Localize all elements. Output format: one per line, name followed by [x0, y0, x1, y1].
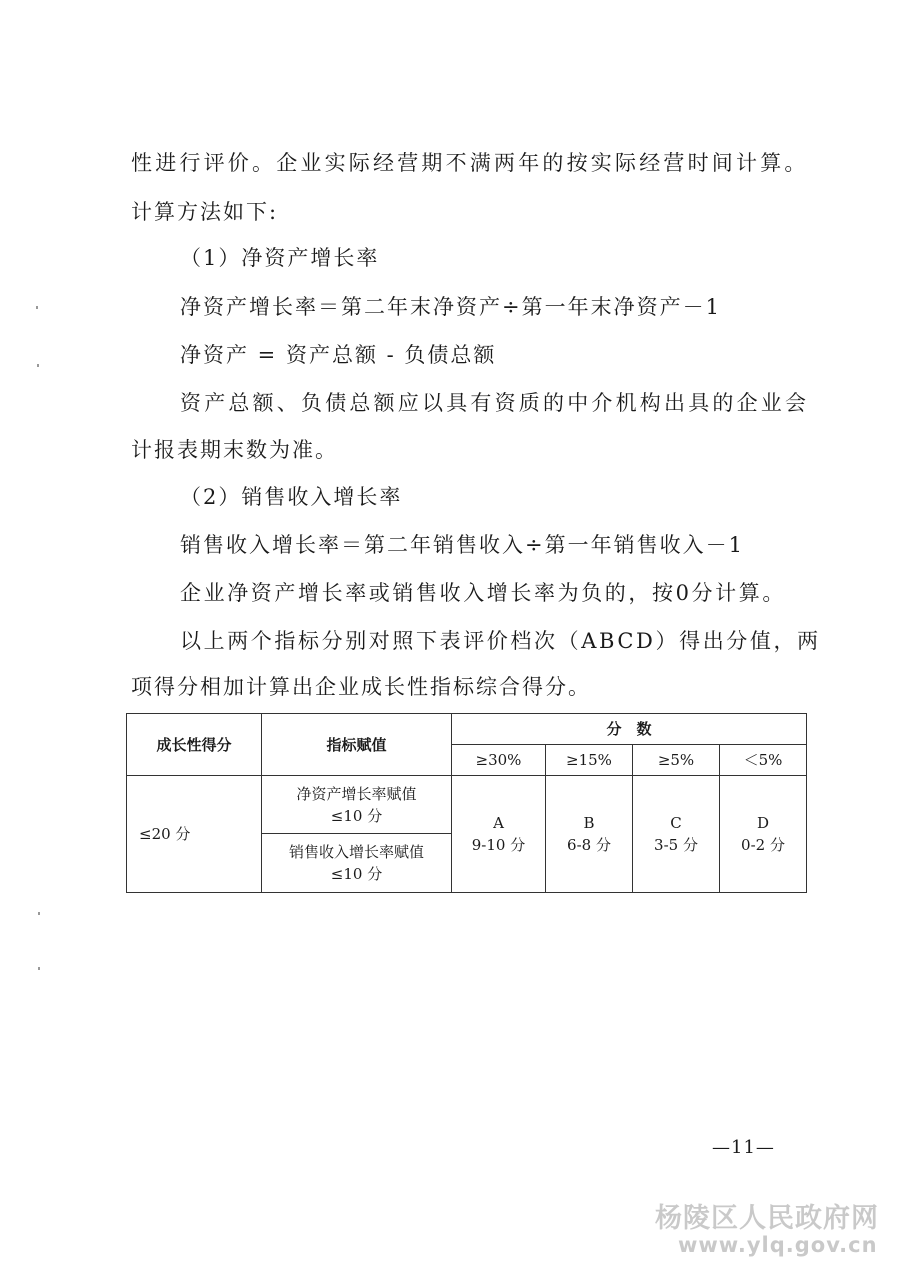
- grade-letter: D: [756, 814, 770, 832]
- grade-letter: B: [583, 814, 595, 832]
- indicator-limit: ≤10 分: [330, 806, 383, 825]
- body-line-7: 计报表期末数为准。: [131, 438, 338, 462]
- formula-net-assets: 净资产 = 资产总额 - 负债总额: [180, 343, 497, 367]
- grade-c-cell: [633, 776, 720, 893]
- indicator-limit: ≤10 分: [330, 865, 383, 883]
- indicator-name: 销售收入增长率赋值: [288, 843, 424, 861]
- threshold-c: ≥5%: [633, 745, 720, 776]
- scan-speck: [37, 364, 39, 367]
- table-row: [127, 776, 807, 834]
- formula-sales-growth: 销售收入增长率＝第二年销售收入÷第一年销售收入－1: [180, 533, 744, 557]
- scan-speck: [38, 967, 40, 970]
- grade-d-cell: [720, 776, 807, 893]
- watermark-url: www.ylq.gov.cn: [678, 1233, 878, 1257]
- header-score: 分 数: [452, 714, 807, 745]
- table-header-row: [127, 714, 807, 745]
- growth-score-table: [126, 713, 807, 893]
- section-heading-net-assets: （1）净资产增长率: [180, 246, 380, 270]
- header-growth-score: 成长性得分: [127, 714, 262, 776]
- page-number: —11—: [712, 1137, 775, 1158]
- header-indicator: 指标赋值: [262, 714, 452, 776]
- watermark-site-name: 杨陵区人民政府网: [655, 1203, 879, 1234]
- body-line-10: 企业净资产增长率或销售收入增长率为负的，按0分计算。: [180, 581, 786, 605]
- indicator-sales: [262, 834, 452, 893]
- scan-speck: [36, 306, 38, 309]
- indicator-net-assets: [262, 776, 452, 834]
- section-heading-sales-growth: （2）销售收入增长率: [180, 485, 403, 509]
- threshold-d: ＜5%: [720, 745, 807, 776]
- body-line-6: 资产总额、负债总额应以具有资质的中介机构出具的企业会: [180, 391, 810, 415]
- grade-letter: C: [670, 814, 682, 832]
- grade-b-cell: [546, 776, 633, 893]
- grade-points: 3-5 分: [654, 836, 698, 854]
- formula-net-assets-growth: 净资产增长率＝第二年末净资产÷第一年末净资产－1: [180, 295, 721, 319]
- threshold-b: ≥15%: [546, 745, 633, 776]
- grade-a-cell: [452, 776, 546, 893]
- grade-points: 9-10 分: [471, 836, 526, 854]
- grade-points: 0-2 分: [741, 836, 785, 854]
- total-limit: ≤20 分: [127, 776, 262, 893]
- body-line-1: 性进行评价。企业实际经营期不满两年的按实际经营时间计算。: [131, 151, 809, 175]
- body-line-12: 项得分相加计算出企业成长性指标综合得分。: [131, 675, 591, 699]
- grade-points: 6-8 分: [567, 836, 611, 854]
- threshold-a: ≥30%: [452, 745, 546, 776]
- body-line-2: 计算方法如下:: [131, 200, 279, 224]
- indicator-name: 净资产增长率赋值: [296, 784, 417, 803]
- body-line-11: 以上两个指标分别对照下表评价档次（ABCD）得出分值，两: [180, 629, 821, 653]
- scan-speck: [38, 912, 40, 915]
- grade-letter: A: [493, 814, 504, 832]
